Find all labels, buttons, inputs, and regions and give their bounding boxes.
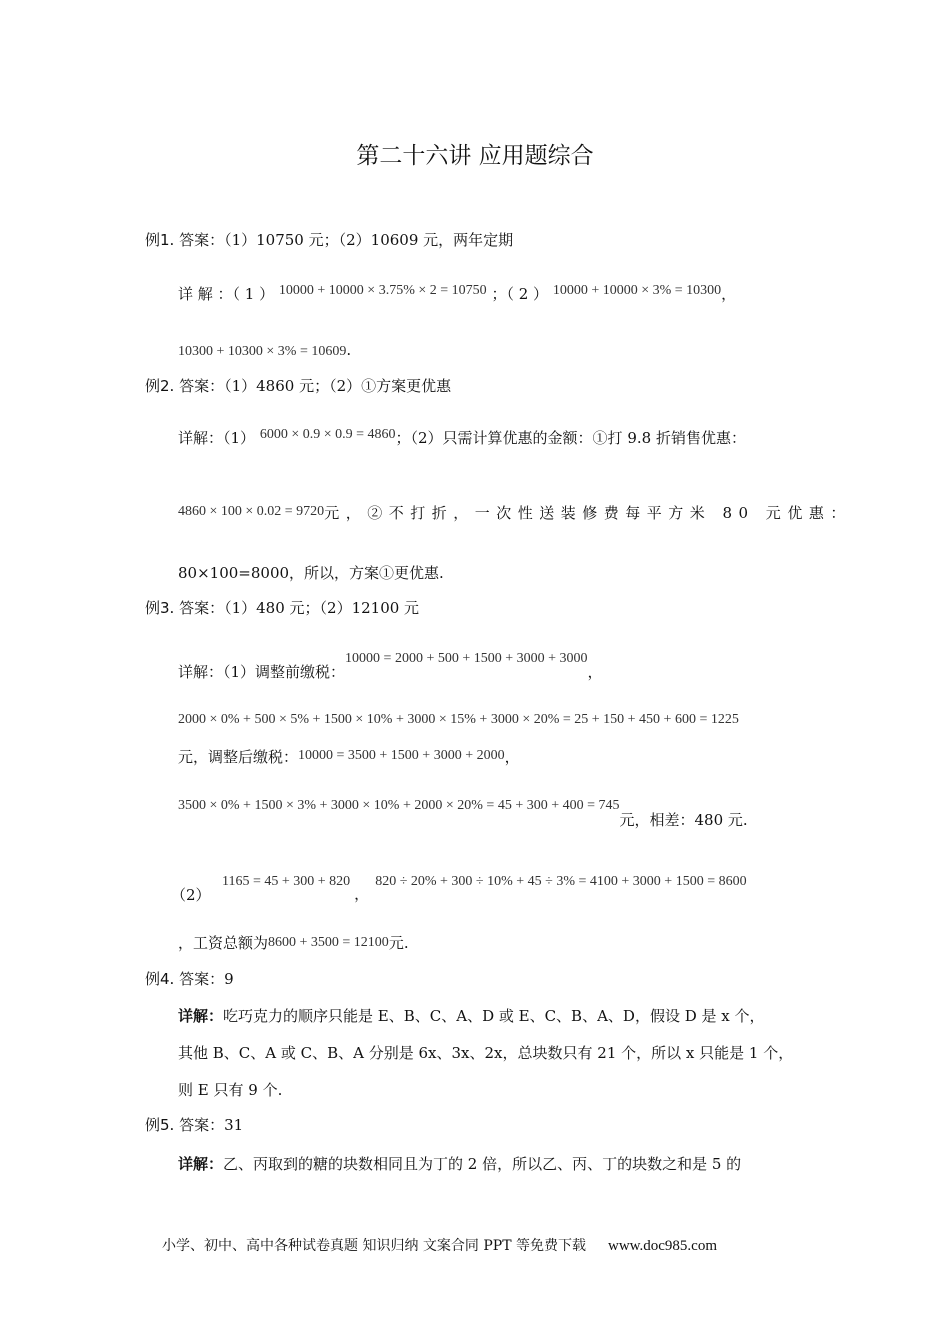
example-3-detail-line-6	[178, 933, 409, 955]
example-3-detail-line-2	[178, 708, 739, 730]
example-1-detail-line-2	[178, 340, 351, 362]
formula: 10000 = 3500 + 1500 + 3000 + 2000	[298, 748, 505, 763]
detail-text: 乙、丙取到的糖的块数相同且为丁的 2 倍，所以乙、丙、丁的块数之和是 5 的	[223, 1155, 742, 1173]
example-2-detail-line-3: 80×100=8000，所以，方案①更优惠.	[178, 564, 444, 582]
formula: 6000 × 0.9 × 0.9 = 4860	[259, 427, 396, 442]
punct: ，	[354, 885, 370, 903]
formula: 10300 + 10300 × 3% = 10609	[178, 344, 347, 359]
footer-text: 小学、初中、高中各种试卷真题 知识归纳 文案合同 PPT 等免费下载	[162, 1238, 586, 1254]
example-3-part-2	[171, 885, 211, 905]
separator: ；（ 2 ）	[491, 285, 549, 303]
punct: ，	[721, 285, 737, 303]
example-2-answer	[145, 376, 451, 396]
detail-label: 详解：（1）调整前缴税：	[178, 663, 346, 681]
example-2-detail-line-1	[178, 428, 746, 450]
example-4-detail-line-1	[178, 1006, 765, 1026]
example-2-label: 例2	[145, 377, 170, 395]
example-5-answer	[145, 1115, 243, 1135]
example-4-answer-text: . 答案：9	[169, 970, 234, 988]
formula: 10000 + 10000 × 3% = 10300	[552, 283, 722, 298]
formula: 1165 = 45 + 300 + 820	[222, 874, 351, 889]
punct: ，	[504, 748, 520, 766]
formula: 4860 × 100 × 0.02 = 9720	[178, 504, 325, 519]
example-5-answer-text: . 答案：31	[169, 1116, 244, 1134]
example-3-detail-line-5	[222, 870, 747, 903]
detail-text: 元，相差：480 元.	[619, 811, 748, 829]
example-1-label: 例1	[145, 231, 170, 249]
detail-text: 元.	[388, 934, 409, 952]
example-2-detail-line-2	[178, 503, 852, 525]
page-title: 第二十六讲 应用题综合	[356, 143, 594, 169]
formula: 3500 × 0% + 1500 × 3% + 3000 × 10% + 2000 × 20% = 45 + 300 + 400 = 745	[178, 798, 620, 813]
page-footer	[162, 1237, 717, 1255]
detail-label: 详解：	[178, 1007, 224, 1025]
example-4-detail-line-2: 其他 B、C、A 或 C、B、A 分别是 6x、3x、2x，总块数只有 21 个，所以 x 只能是 1 个，	[178, 1044, 794, 1062]
detail-text: 元，②不打折，一次性送装修费每平方米 80 元优惠：	[324, 504, 852, 522]
formula: 10000 = 2000 + 500 + 1500 + 3000 + 3000	[345, 651, 588, 666]
example-4-label: 例4	[145, 970, 170, 988]
footer-link[interactable]: www.doc985.com	[607, 1238, 717, 1254]
example-3-answer	[145, 598, 419, 618]
example-4-answer	[145, 969, 234, 989]
punct: ，	[587, 663, 603, 681]
formula: 2000 × 0% + 500 × 5% + 1500 × 10% + 3000 × 15% + 3000 × 20% = 25 + 150 + 450 + 600 = 1225	[178, 712, 739, 727]
example-3-detail-line-1	[178, 651, 603, 684]
detail-label: 详 解 ：（ 1 ）	[178, 285, 275, 303]
detail-text: ，工资总额为	[178, 934, 269, 952]
detail-text: 吃巧克力的顺序只能是 E、B、C、A、D 或 E、C、B、A、D，假设 D 是 x 个，	[223, 1007, 765, 1025]
example-1-answer	[145, 230, 513, 250]
example-5-label: 例5	[145, 1116, 170, 1134]
detail-label: 详解：（1）	[178, 429, 256, 447]
detail-text: ；（2）只需计算优惠的金额：①打 9.8 折销售优惠：	[395, 429, 746, 447]
punct: .	[346, 341, 352, 359]
formula: 820 ÷ 20% + 300 ÷ 10% + 45 ÷ 3% = 4100 + 3000 + 1500 = 8600	[375, 874, 747, 889]
detail-label: 详解：	[178, 1155, 224, 1173]
example-1-detail-line-1	[178, 284, 736, 306]
example-1-answer-text: . 答案：（1）10750 元；（2）10609 元，两年定期	[169, 231, 514, 249]
example-3-detail-line-4	[178, 798, 748, 832]
example-5-detail-line-1	[178, 1154, 741, 1174]
example-3-answer-text: . 答案：（1）480 元；（2）12100 元	[169, 599, 420, 617]
formula: 10000 + 10000 × 3.75% × 2 = 10750	[278, 283, 487, 298]
example-4-detail-line-3: 则 E 只有 9 个.	[178, 1081, 283, 1099]
detail-text: 元，调整后缴税：	[178, 748, 299, 766]
part-label: （2）	[171, 886, 211, 904]
example-3-label: 例3	[145, 599, 170, 617]
formula: 8600 + 3500 = 12100	[268, 935, 389, 950]
example-3-detail-line-3	[178, 747, 520, 769]
example-2-answer-text: . 答案：（1）4860 元；（2）①方案更优惠	[169, 377, 452, 395]
